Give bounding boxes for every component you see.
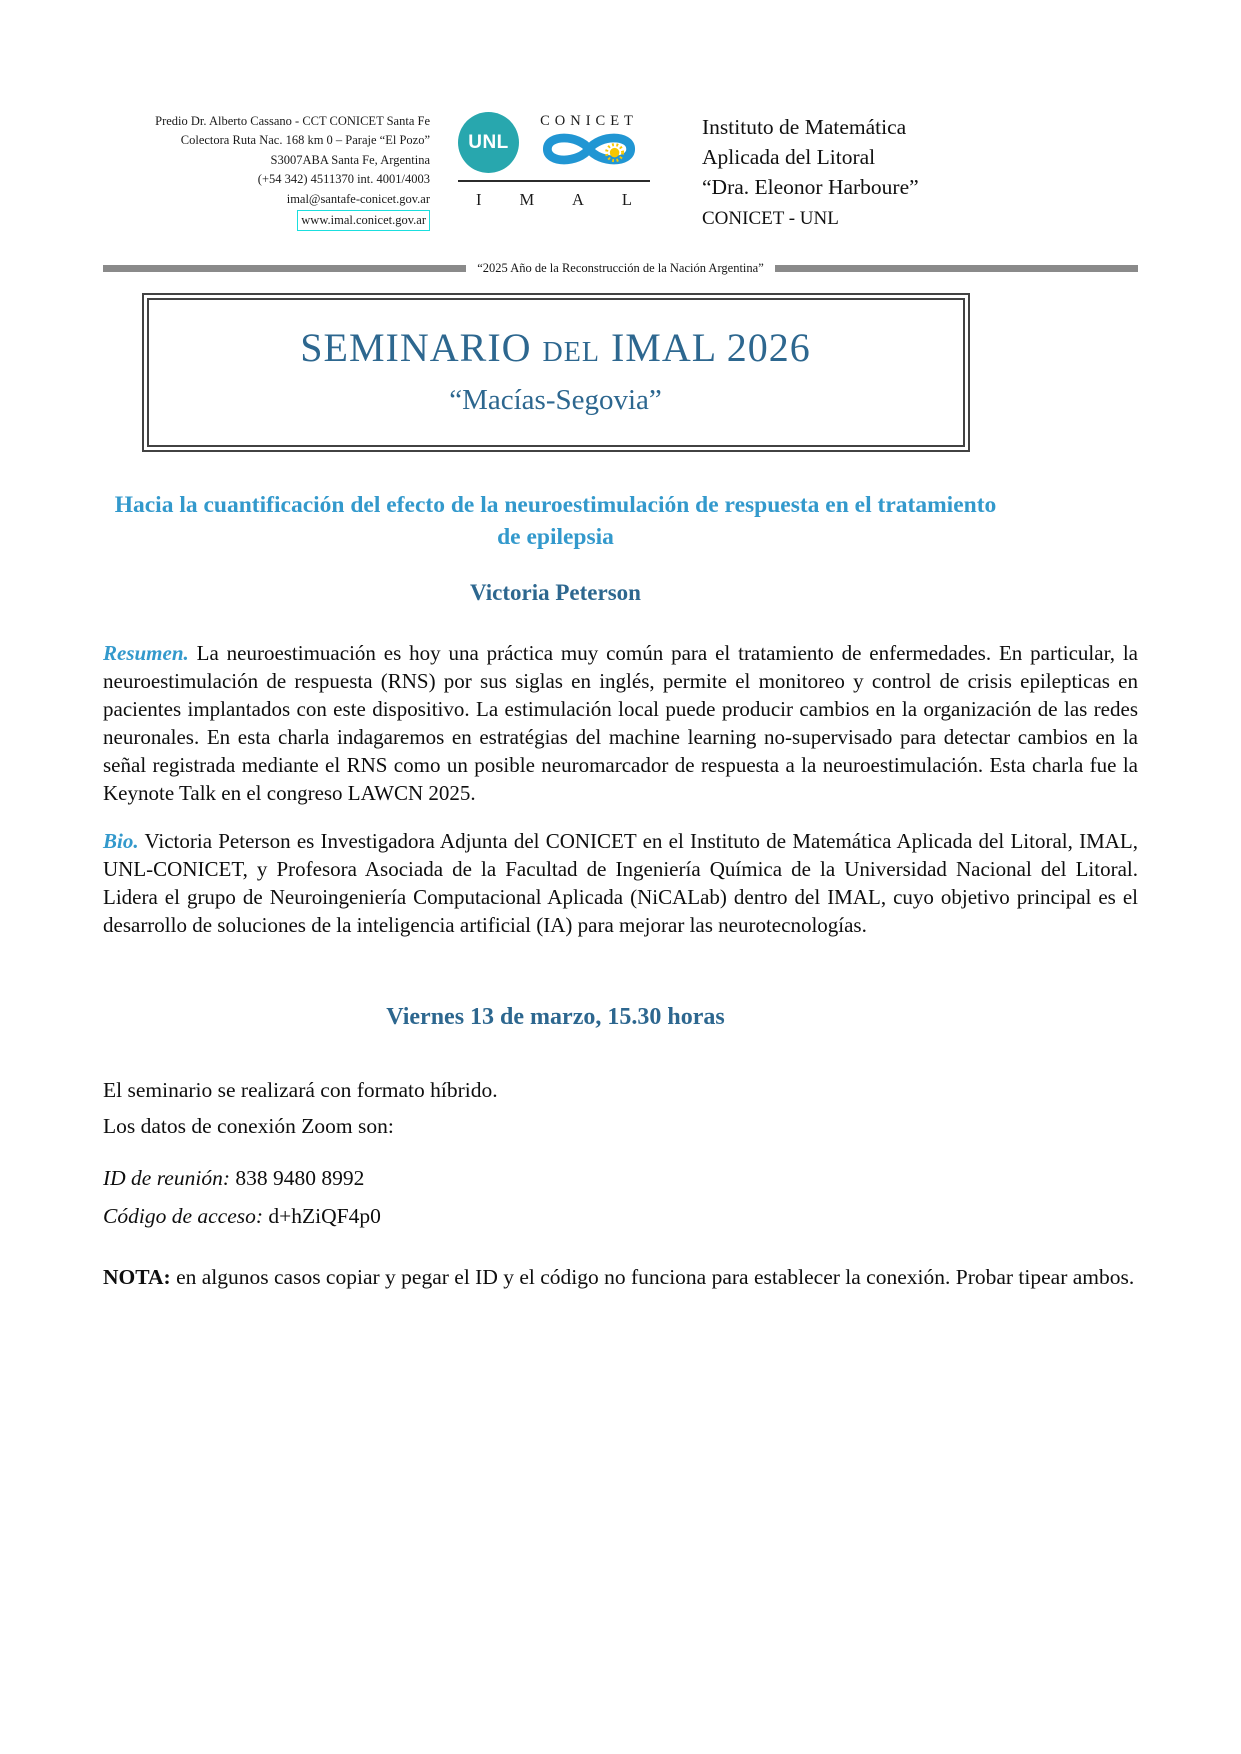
divider-bar-right — [775, 265, 1138, 272]
header — [103, 112, 1138, 233]
imal-letter: A — [572, 190, 584, 209]
seminar-title-box — [142, 293, 970, 452]
seminar-title-word: SEMINARIO — [300, 324, 532, 370]
email-address: imal@santafe-conicet.gov.ar — [286, 191, 430, 206]
divider-bar-left — [103, 265, 466, 272]
seminar-series-title — [159, 324, 953, 371]
event-datetime: Viernes 13 de marzo, 15.30 horas — [386, 1003, 725, 1030]
speaker-name: Victoria Peterson — [470, 580, 641, 606]
imal-logo-block — [458, 112, 650, 210]
passcode-line — [103, 1203, 1138, 1231]
meeting-id-label: ID de reunión: — [103, 1166, 230, 1191]
imal-letters — [458, 182, 650, 210]
imal-letter: I — [476, 190, 482, 209]
seminar-series-subtitle: “Macías-Segovia” — [449, 383, 662, 416]
meeting-id-value: 838 9480 8992 — [235, 1166, 365, 1191]
note-label: NOTA: — [103, 1265, 171, 1290]
conicet-wordmark: CONICET — [540, 112, 638, 129]
bio-text: Victoria Peterson es Investigadora Adjunta del CONICET en el Instituto de Matemática Aplicada del Litoral, IMAL, UNL-CONICET, y Profesora Asociada de la Facultad de Ingeniería Química de la Universidad Nacional del Litoral. Lidera el grupo de Neuroingeniería Computacional Aplicada (NiCALab) dentro del IMAL, cuyo objetivo principal es el desarrollo de soluciones de la inteligencia artificial (IA) para mejorar las neurotecnologías. — [103, 828, 1138, 937]
unl-logo-icon: UNL — [458, 112, 519, 173]
talk-title: Hacia la cuantificación del efecto de la neuroestimulación de respuesta en el tratamiento de epilepsia — [114, 491, 997, 550]
seminar-title-del: del — [542, 324, 600, 370]
note-paragraph — [103, 1263, 1138, 1292]
institute-name-line: “Dra. Eleonor Harboure” — [702, 175, 919, 200]
abstract-paragraph — [103, 640, 1138, 808]
motto-divider — [103, 261, 1138, 276]
note-text: en algunos casos copiar y pegar el ID y el código no funciona para establecer la conexión. Probar tipear ambos. — [176, 1265, 1135, 1290]
address-line: Colectora Ruta Nac. 168 km 0 – Paraje “El Pozo” — [180, 133, 430, 148]
zoom-credentials — [103, 1165, 1138, 1231]
abstract-label: Resumen. — [103, 641, 189, 666]
conicet-ribbon-icon — [533, 130, 645, 168]
address-line: Predio Dr. Alberto Cassano - CCT CONICET Santa Fe — [155, 114, 430, 128]
bio-label: Bio. — [103, 828, 139, 853]
seminar-title-word: IMAL 2026 — [610, 324, 811, 370]
address-block — [103, 112, 430, 231]
address-line: S3007ABA Santa Fe, Argentina — [270, 152, 430, 167]
imal-letter: M — [519, 190, 535, 209]
passcode-label: Código de acceso: — [103, 1204, 264, 1229]
meeting-id-line — [103, 1165, 1138, 1193]
website-link[interactable]: www.imal.conicet.gov.ar — [297, 210, 430, 231]
format-info — [103, 1077, 1138, 1142]
zoom-intro-line: Los datos de conexión Zoom son: — [103, 1114, 394, 1139]
imal-letter: L — [621, 190, 632, 209]
format-line: El seminario se realizará con formato híbrido. — [103, 1077, 498, 1102]
sun-icon — [610, 147, 620, 157]
institute-name-line: Instituto de Matemática — [702, 115, 907, 139]
institute-name-line: Aplicada del Litoral — [702, 145, 876, 170]
bio-paragraph — [103, 828, 1138, 940]
institute-affiliation: CONICET - UNL — [702, 208, 839, 230]
institute-block — [702, 112, 919, 233]
abstract-text: La neuroestimuación es hoy una práctica muy común para el tratamiento de enfermedades. En particular, la neuroestimulación de respuesta (RNS) por sus siglas en inglés, permite el monitoreo y control de crisis epilepticas en pacientes implantados con este dispositivo. La estimulación local puede producir cambios en la organización de las redes neuronales. En esta charla indagaremos en estratégias del machine learning no-supervisado para detectar cambios en la señal registrada mediante el RNS como un posible neuromarcador de respuesta a la neuroestimulación. Esta charla fue la Keynote Talk en el congreso LAWCN 2025. — [103, 641, 1138, 805]
year-motto: “2025 Año de la Reconstrucción de la Nación Argentina” — [477, 260, 764, 275]
passcode-value: d+hZiQF4p0 — [268, 1204, 381, 1229]
address-line: (+54 342) 4511370 int. 4001/4003 — [257, 172, 430, 187]
